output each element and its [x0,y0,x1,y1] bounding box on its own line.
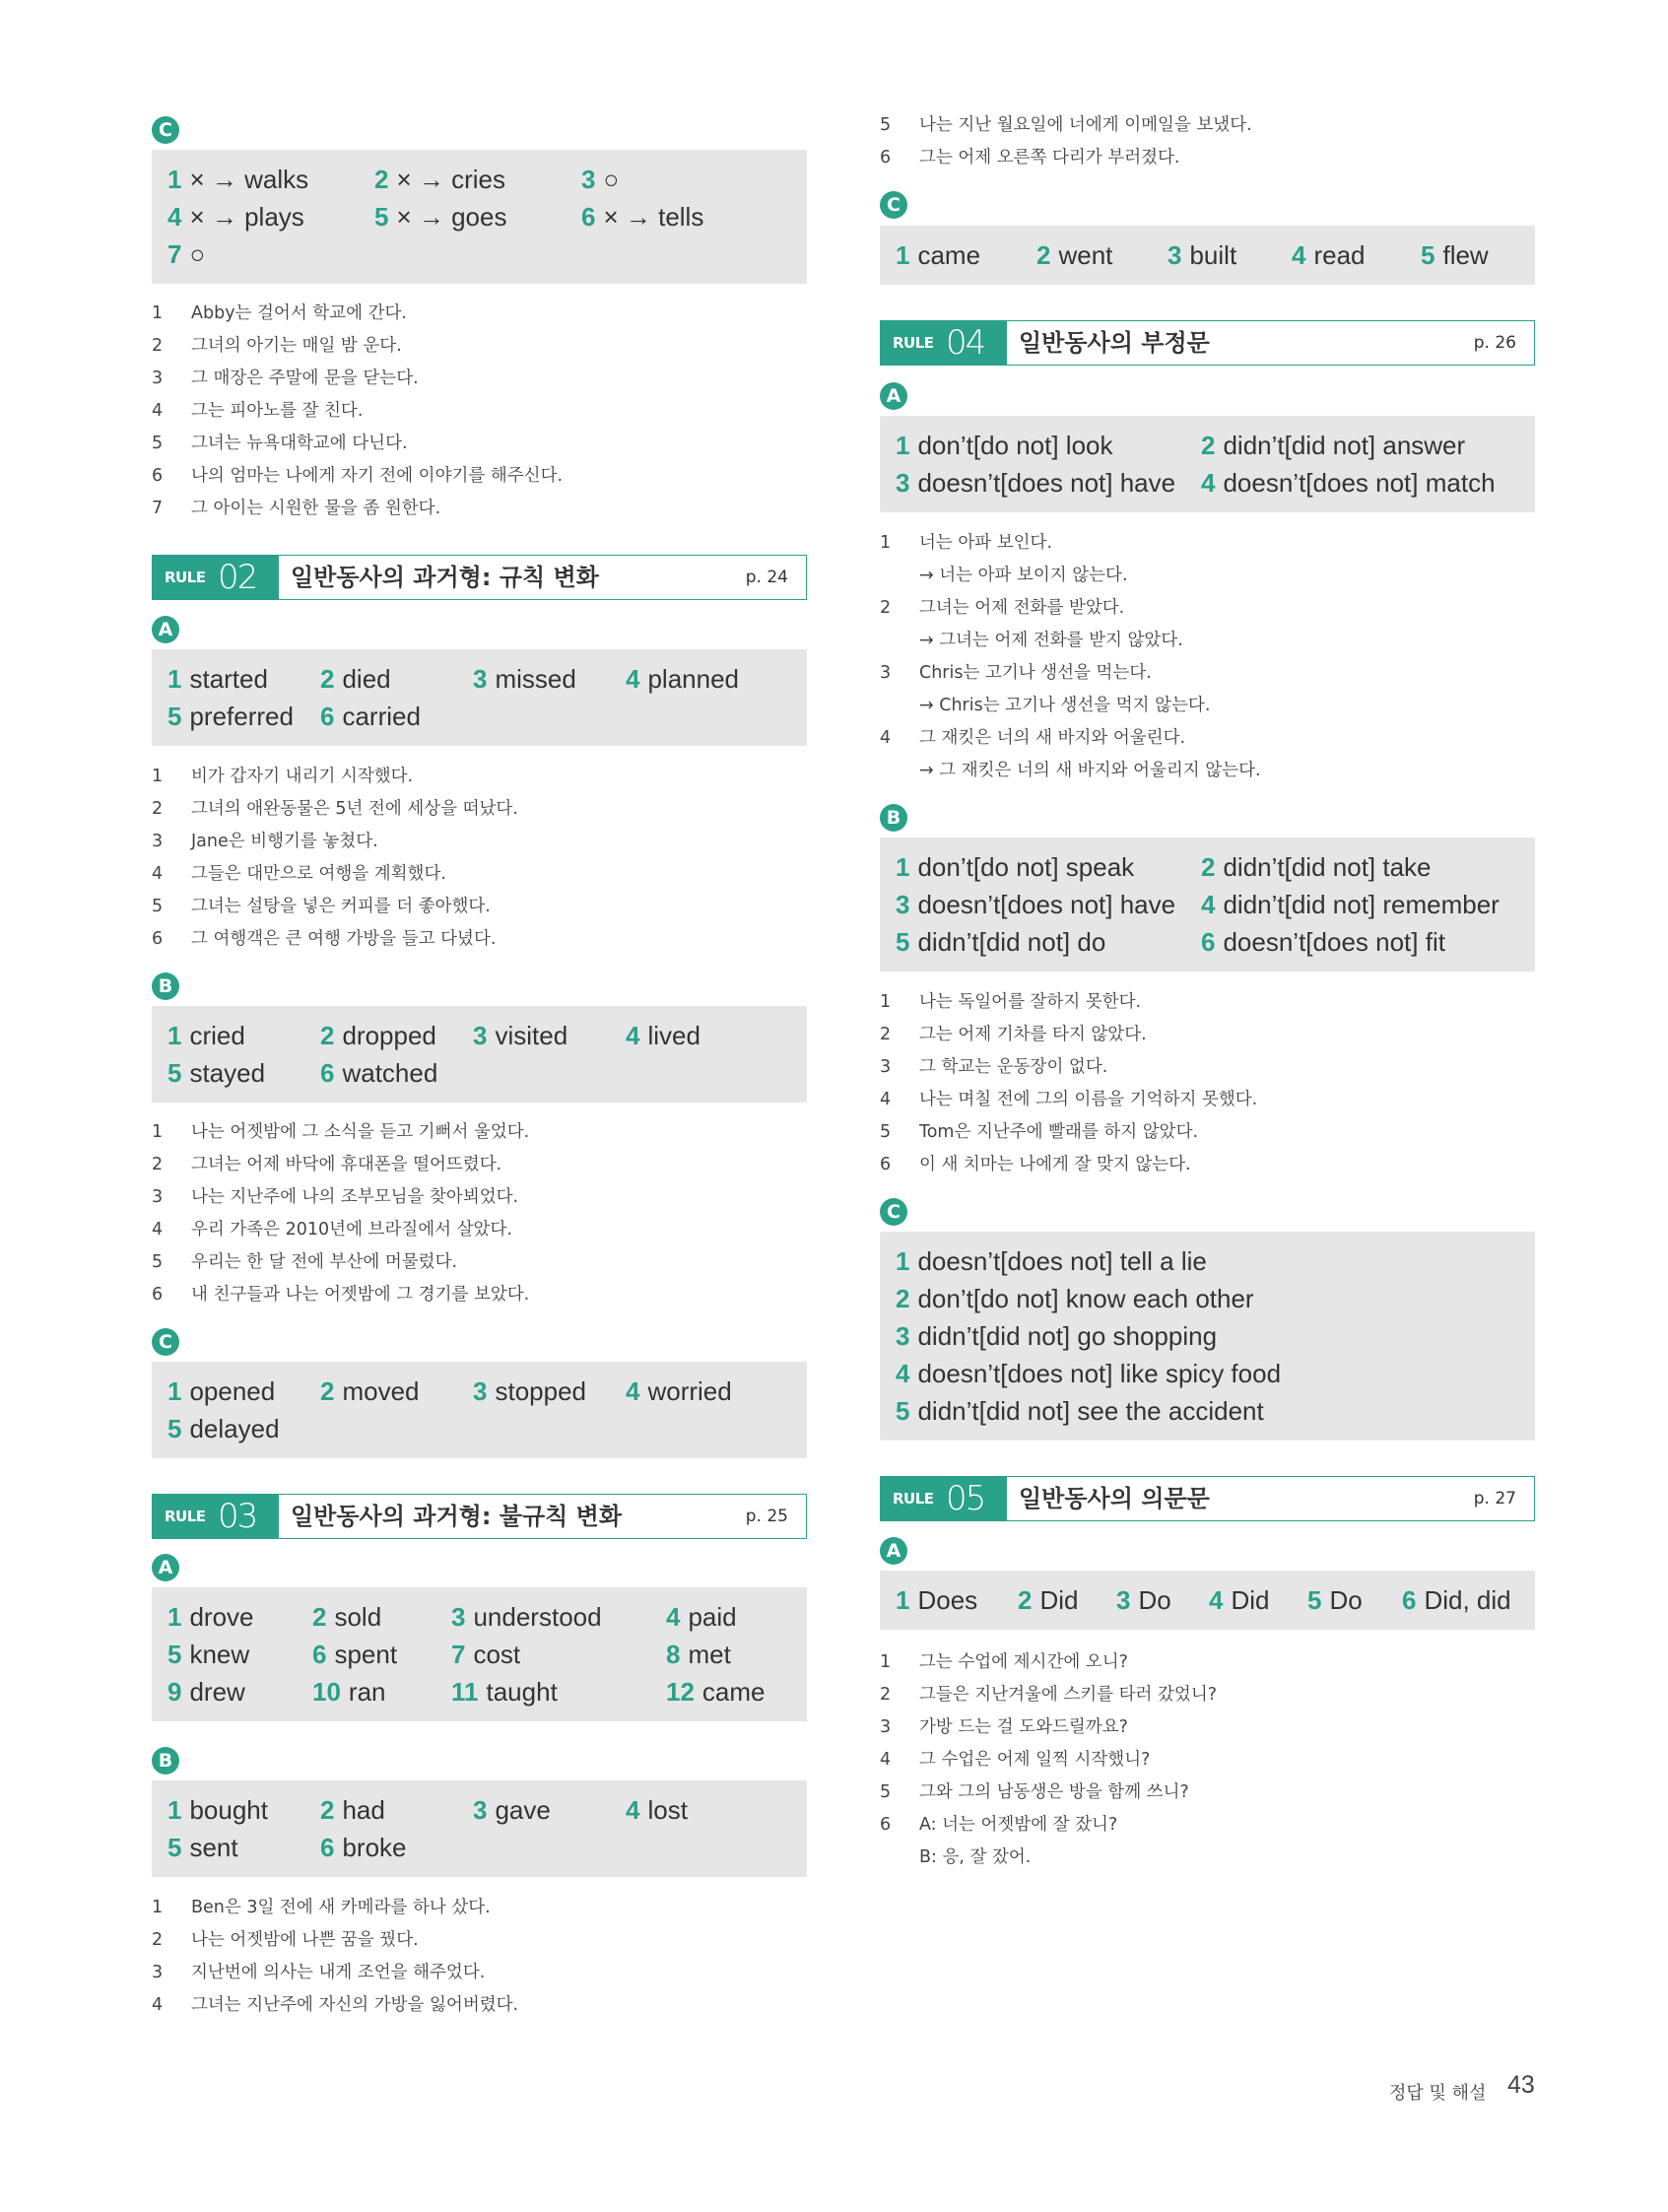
answer-item: 5 didn’t[did not] see the accident [896,1396,1264,1426]
answer-item: 11 taught [451,1677,558,1707]
answer-item: 4 doesn’t[does not] match [1201,468,1496,498]
rule-title: 일반동사의 과거형: 규칙 변화 [291,564,599,591]
answer-item: 4 lived [626,1021,701,1050]
section-badge: A [152,1554,179,1581]
answer-item: 3 ○ [581,165,620,194]
footer-label: 정답 및 해설 [1389,2083,1487,2104]
answer-item: 2 don’t[do not] know each other [896,1284,1254,1313]
answer-item: 1 doesn’t[does not] tell a lie [896,1246,1207,1276]
answer-item: 4 doesn’t[does not] like spicy food [896,1359,1282,1388]
answer-item: 2 didn’t[did not] answer [1201,431,1466,460]
section-badge: C [152,1328,179,1356]
answer-item: 1 don’t[do not] speak [896,852,1135,882]
answer-item: 7 cost [451,1640,521,1669]
answer-item: 2 had [320,1795,385,1825]
answer-item: 4 read [1292,240,1366,270]
answer-item: 5 Do [1307,1585,1363,1615]
rule-header [880,320,1535,366]
section-badge: B [152,972,179,1000]
answer-item: 3 doesn’t[does not] have [896,890,1176,919]
answer-item: 3 understood [451,1602,602,1632]
page-number: 43 [1507,2071,1535,2099]
answer-box [152,1006,807,1103]
answer-item: 3 built [1168,240,1237,270]
answer-item: 2 dropped [320,1021,436,1050]
answer-box [152,1780,807,1877]
section-badge: B [152,1747,179,1775]
answer-box [152,1587,807,1721]
answer-item: 10 ran [312,1677,386,1707]
answer-box [880,1571,1535,1630]
answer-item: 6 × → tells [581,202,704,232]
answer-item: 5 preferred [167,702,294,731]
answer-item: 6 spent [312,1640,398,1669]
answer-item: 9 drew [167,1677,245,1707]
rule-title: 일반동사의 과거형: 불규칙 변화 [291,1503,623,1530]
answer-item: 4 × → plays [167,202,304,232]
section-badge: C [880,191,907,219]
section-badge: A [880,382,907,410]
answer-item: 4 lost [626,1795,688,1825]
rule-label: RULE [165,1508,206,1525]
answer-item: 5 × → goes [374,202,507,232]
rule-label: RULE [893,1490,934,1508]
answer-item: 2 went [1036,240,1113,270]
rule-number: 02 [218,558,257,597]
answer-item: 3 gave [473,1795,551,1825]
rule-number: 04 [946,323,985,363]
answer-item: 3 doesn’t[does not] have [896,468,1176,498]
answer-item: 12 came [666,1677,766,1707]
answer-item: 2 × → cries [374,165,505,194]
answer-item: 1 opened [167,1376,276,1406]
page-reference: p. 24 [745,568,788,587]
answer-item: 4 didn’t[did not] remember [1201,890,1500,919]
rule-number: 03 [218,1497,257,1536]
answer-item: 1 bought [167,1795,268,1825]
page-reference: p. 26 [1473,333,1516,353]
answer-item: 1 Does [896,1585,978,1615]
answer-item: 4 planned [626,664,740,694]
answer-box [880,226,1535,285]
answer-item: 2 Did [1018,1585,1079,1615]
answer-item: 6 carried [320,702,421,731]
section-badge: C [152,116,179,144]
page-reference: p. 27 [1473,1489,1516,1508]
answer-item: 1 drove [167,1602,254,1632]
answer-item: 3 stopped [473,1376,586,1406]
rule-header [152,1494,807,1539]
answer-item: 2 moved [320,1376,420,1406]
answer-item: 3 didn’t[did not] go shopping [896,1321,1218,1351]
answer-item: 5 sent [167,1833,238,1862]
rule-title: 일반동사의 부정문 [1019,329,1210,357]
rule-header [880,1476,1535,1521]
answer-item: 5 delayed [167,1414,280,1443]
rule-header [152,555,807,600]
answer-item: 8 met [666,1640,731,1669]
answer-item: 2 died [320,664,391,694]
answer-item: 3 Do [1116,1585,1171,1615]
answer-item: 6 Did, did [1402,1585,1511,1615]
answer-item: 3 missed [473,664,576,694]
answer-item: 5 didn’t[did not] do [896,927,1106,957]
answer-item: 6 broke [320,1833,407,1862]
rule-tag [153,556,279,599]
answer-item: 1 × → walks [167,165,309,194]
answer-item: 4 Did [1209,1585,1270,1615]
rule-tag [881,1477,1007,1520]
page-reference: p. 25 [745,1507,788,1526]
answer-item: 2 sold [312,1602,382,1632]
answer-item: 5 stayed [167,1058,266,1088]
answer-item: 4 worried [626,1376,732,1406]
answer-item: 1 don’t[do not] look [896,431,1113,460]
section-badge: B [880,804,907,832]
section-badge: C [880,1198,907,1226]
answer-item: 1 came [896,240,981,270]
answer-box [880,416,1535,512]
answer-item: 4 paid [666,1602,737,1632]
answer-item: 5 flew [1421,240,1489,270]
rule-tag [153,1495,279,1538]
answer-item: 6 watched [320,1058,438,1088]
section-badge: A [880,1537,907,1565]
answer-box [152,1362,807,1458]
answer-box [152,649,807,746]
rule-number: 05 [946,1479,985,1518]
rule-label: RULE [893,334,934,352]
answer-item: 1 started [167,664,268,694]
answer-item: 5 knew [167,1640,250,1669]
answer-box [152,150,807,284]
answer-item: 3 visited [473,1021,568,1050]
answer-item: 6 doesn’t[does not] fit [1201,927,1445,957]
rule-tag [881,321,1007,365]
answer-box [880,838,1535,972]
section-badge: A [152,616,179,643]
rule-title: 일반동사의 의문문 [1019,1485,1210,1512]
answer-item: 2 didn’t[did not] take [1201,852,1432,882]
answer-item: 1 cried [167,1021,245,1050]
rule-label: RULE [165,569,206,586]
answer-item: 7 ○ [167,239,206,269]
answer-box [880,1232,1535,1441]
